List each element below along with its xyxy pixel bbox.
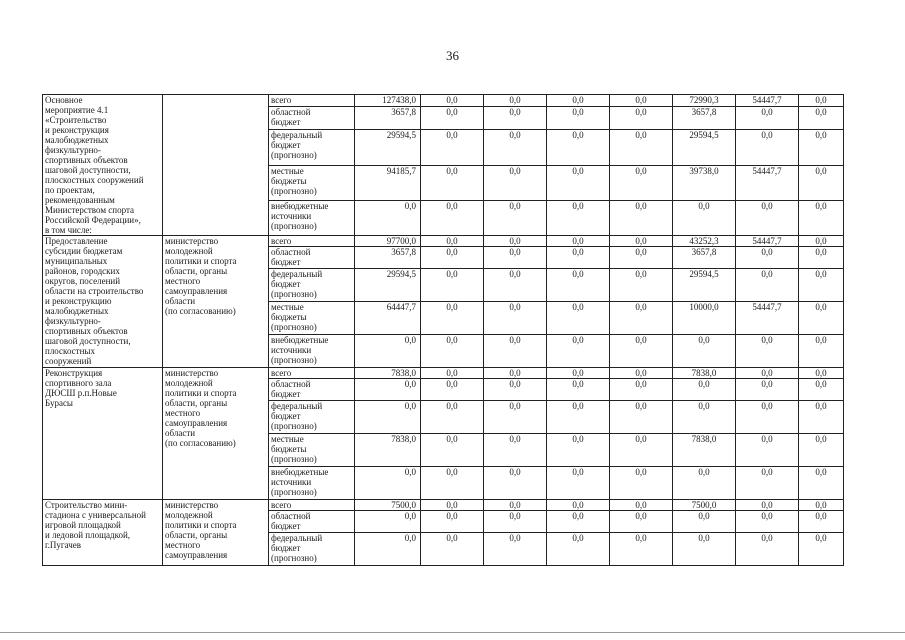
year-value-cell: 0,0 <box>484 236 547 247</box>
year-value-cell: 0,0 <box>610 200 673 235</box>
year-value-cell: 0,0 <box>736 335 799 368</box>
table-row <box>43 368 844 379</box>
total-value-cell: 94185,7 <box>355 165 421 200</box>
executor-cell <box>163 95 269 236</box>
year-value-cell: 0,0 <box>421 379 484 401</box>
funding-source-cell: федеральный бюджет (прогнозно) <box>269 130 355 165</box>
scan-edge-line <box>0 632 905 633</box>
year-value-cell: 54447,7 <box>736 95 799 107</box>
year-value-cell: 0,0 <box>610 401 673 434</box>
total-value-cell: 0,0 <box>355 533 421 566</box>
year-value-cell: 0,0 <box>799 106 844 130</box>
year-value-cell: 0,0 <box>547 533 610 566</box>
total-value-cell: 64447,7 <box>355 302 421 335</box>
year-value-cell: 0,0 <box>484 95 547 107</box>
budget-table <box>42 94 844 566</box>
total-value-cell: 97700,0 <box>355 236 421 247</box>
year-value-cell: 0,0 <box>799 511 844 533</box>
total-value-cell: 7500,0 <box>355 500 421 511</box>
funding-source-cell: всего <box>269 368 355 379</box>
year-value-cell: 0,0 <box>421 95 484 107</box>
year-value-cell: 0,0 <box>484 165 547 200</box>
total-value-cell: 0,0 <box>355 511 421 533</box>
page-number: 36 <box>446 48 459 63</box>
year-value-cell: 54447,7 <box>736 165 799 200</box>
year-value-cell: 0,0 <box>484 302 547 335</box>
total-value-cell: 0,0 <box>355 401 421 434</box>
total-value-cell: 0,0 <box>355 335 421 368</box>
year-value-cell: 0,0 <box>421 511 484 533</box>
year-value-cell: 0,0 <box>421 165 484 200</box>
year-value-cell: 0,0 <box>610 368 673 379</box>
year-value-cell: 0,0 <box>799 467 844 500</box>
year-value-cell: 0,0 <box>421 368 484 379</box>
funding-source-cell: областной бюджет <box>269 379 355 401</box>
year-value-cell: 0,0 <box>673 200 736 235</box>
year-value-cell: 0,0 <box>799 401 844 434</box>
year-value-cell: 10000,0 <box>673 302 736 335</box>
year-value-cell: 0,0 <box>484 106 547 130</box>
year-value-cell: 0,0 <box>421 335 484 368</box>
funding-source-cell: внебюджетные источники (прогнозно) <box>269 200 355 235</box>
executor-cell: министерство молодежной политики и спорта области, органы местного самоуправления области (по согласованию) <box>163 368 269 500</box>
year-value-cell: 0,0 <box>736 247 799 269</box>
year-value-cell: 0,0 <box>547 95 610 107</box>
funding-source-cell: федеральный бюджет (прогнозно) <box>269 269 355 302</box>
year-value-cell: 0,0 <box>610 533 673 566</box>
activity-name-cell: Основное мероприятие 4.1 «Строительство и реконструкция малобюджетных физкультурно- спортивных объектов шаговой доступности, плоскостных сооружений по проектам, рекомендованным Министерством спорта Российской Федерации», в том числе: <box>43 95 163 236</box>
year-value-cell: 0,0 <box>736 368 799 379</box>
year-value-cell: 0,0 <box>610 269 673 302</box>
year-value-cell: 0,0 <box>421 467 484 500</box>
year-value-cell: 0,0 <box>484 379 547 401</box>
year-value-cell: 0,0 <box>610 335 673 368</box>
year-value-cell: 0,0 <box>799 434 844 467</box>
year-value-cell: 0,0 <box>421 200 484 235</box>
year-value-cell: 0,0 <box>547 511 610 533</box>
year-value-cell: 0,0 <box>610 467 673 500</box>
year-value-cell: 0,0 <box>610 434 673 467</box>
year-value-cell: 29594,5 <box>673 269 736 302</box>
year-value-cell: 0,0 <box>610 95 673 107</box>
total-value-cell: 29594,5 <box>355 269 421 302</box>
year-value-cell: 0,0 <box>610 106 673 130</box>
year-value-cell: 0,0 <box>421 106 484 130</box>
executor-cell: министерство молодежной политики и спорта области, органы местного самоуправления области (по согласованию) <box>163 236 269 368</box>
year-value-cell: 0,0 <box>484 368 547 379</box>
year-value-cell: 0,0 <box>421 500 484 511</box>
year-value-cell: 0,0 <box>799 236 844 247</box>
year-value-cell: 0,0 <box>799 269 844 302</box>
year-value-cell: 7838,0 <box>673 434 736 467</box>
year-value-cell: 0,0 <box>736 401 799 434</box>
year-value-cell: 72990,3 <box>673 95 736 107</box>
year-value-cell: 0,0 <box>673 511 736 533</box>
year-value-cell: 0,0 <box>421 269 484 302</box>
year-value-cell: 0,0 <box>799 368 844 379</box>
year-value-cell: 0,0 <box>547 269 610 302</box>
year-value-cell: 0,0 <box>484 533 547 566</box>
year-value-cell: 0,0 <box>799 302 844 335</box>
year-value-cell: 0,0 <box>421 236 484 247</box>
funding-source-cell: местные бюджеты (прогнозно) <box>269 302 355 335</box>
year-value-cell: 0,0 <box>547 130 610 165</box>
year-value-cell: 0,0 <box>484 247 547 269</box>
year-value-cell: 39738,0 <box>673 165 736 200</box>
year-value-cell: 0,0 <box>547 106 610 130</box>
year-value-cell: 0,0 <box>421 130 484 165</box>
year-value-cell: 0,0 <box>799 379 844 401</box>
year-value-cell: 29594,5 <box>673 130 736 165</box>
activity-name-cell: Строительство мини- стадиона с универсальной игровой площадкой и ледовой площадкой, г.Пугачев <box>43 500 163 566</box>
funding-source-cell: местные бюджеты (прогнозно) <box>269 165 355 200</box>
total-value-cell: 0,0 <box>355 200 421 235</box>
funding-source-cell: всего <box>269 236 355 247</box>
year-value-cell: 0,0 <box>799 200 844 235</box>
year-value-cell: 0,0 <box>799 335 844 368</box>
funding-source-cell: внебюджетные источники (прогнозно) <box>269 467 355 500</box>
year-value-cell: 0,0 <box>610 379 673 401</box>
year-value-cell: 0,0 <box>736 379 799 401</box>
year-value-cell: 0,0 <box>736 467 799 500</box>
funding-source-cell: областной бюджет <box>269 247 355 269</box>
table-row <box>43 95 844 107</box>
year-value-cell: 0,0 <box>799 533 844 566</box>
year-value-cell: 7838,0 <box>673 368 736 379</box>
year-value-cell: 0,0 <box>547 302 610 335</box>
executor-cell: министерство молодежной политики и спорта области, органы местного самоуправления <box>163 500 269 566</box>
year-value-cell: 54447,7 <box>736 302 799 335</box>
year-value-cell: 0,0 <box>547 368 610 379</box>
year-value-cell: 0,0 <box>421 533 484 566</box>
year-value-cell: 0,0 <box>799 165 844 200</box>
year-value-cell: 0,0 <box>610 130 673 165</box>
year-value-cell: 0,0 <box>484 200 547 235</box>
year-value-cell: 0,0 <box>547 401 610 434</box>
year-value-cell: 0,0 <box>673 401 736 434</box>
year-value-cell: 0,0 <box>484 130 547 165</box>
year-value-cell: 0,0 <box>736 200 799 235</box>
funding-source-cell: внебюджетные источники (прогнозно) <box>269 335 355 368</box>
table-row <box>43 500 844 511</box>
year-value-cell: 0,0 <box>484 335 547 368</box>
year-value-cell: 0,0 <box>799 95 844 107</box>
year-value-cell: 0,0 <box>799 247 844 269</box>
funding-source-cell: местные бюджеты (прогнозно) <box>269 434 355 467</box>
year-value-cell: 0,0 <box>610 247 673 269</box>
year-value-cell: 0,0 <box>673 335 736 368</box>
year-value-cell: 0,0 <box>547 247 610 269</box>
year-value-cell: 3657,8 <box>673 106 736 130</box>
year-value-cell: 0,0 <box>484 500 547 511</box>
year-value-cell: 0,0 <box>547 236 610 247</box>
year-value-cell: 0,0 <box>736 511 799 533</box>
year-value-cell: 0,0 <box>736 434 799 467</box>
year-value-cell: 0,0 <box>547 379 610 401</box>
year-value-cell: 0,0 <box>484 511 547 533</box>
year-value-cell: 0,0 <box>421 434 484 467</box>
year-value-cell: 0,0 <box>799 130 844 165</box>
year-value-cell: 0,0 <box>736 533 799 566</box>
funding-source-cell: областной бюджет <box>269 106 355 130</box>
year-value-cell: 0,0 <box>547 500 610 511</box>
total-value-cell: 0,0 <box>355 379 421 401</box>
year-value-cell: 3657,8 <box>673 247 736 269</box>
year-value-cell: 0,0 <box>736 269 799 302</box>
year-value-cell: 0,0 <box>547 200 610 235</box>
year-value-cell: 0,0 <box>673 467 736 500</box>
year-value-cell: 0,0 <box>610 236 673 247</box>
total-value-cell: 7838,0 <box>355 434 421 467</box>
funding-source-cell: всего <box>269 500 355 511</box>
year-value-cell: 0,0 <box>484 401 547 434</box>
year-value-cell: 0,0 <box>610 500 673 511</box>
funding-source-cell: федеральный бюджет (прогнозно) <box>269 533 355 566</box>
year-value-cell: 0,0 <box>610 302 673 335</box>
year-value-cell: 0,0 <box>736 500 799 511</box>
year-value-cell: 0,0 <box>547 434 610 467</box>
year-value-cell: 0,0 <box>799 500 844 511</box>
funding-source-cell: федеральный бюджет (прогнозно) <box>269 401 355 434</box>
total-value-cell: 7838,0 <box>355 368 421 379</box>
year-value-cell: 0,0 <box>484 434 547 467</box>
year-value-cell: 0,0 <box>610 511 673 533</box>
funding-source-cell: всего <box>269 95 355 107</box>
activity-name-cell: Реконструкция спортивного зала ДЮСШ р.п.Новые Бурасы <box>43 368 163 500</box>
total-value-cell: 127438,0 <box>355 95 421 107</box>
year-value-cell: 0,0 <box>736 130 799 165</box>
activity-name-cell: Предоставление субсидии бюджетам муниципальных районов, городских округов, поселений области на строительство и реконструкцию малобюджетных физкультурно- спортивных объектов шаговой доступности, плоскостных сооружений <box>43 236 163 368</box>
year-value-cell: 0,0 <box>484 269 547 302</box>
year-value-cell: 0,0 <box>547 467 610 500</box>
year-value-cell: 0,0 <box>421 401 484 434</box>
total-value-cell: 3657,8 <box>355 106 421 130</box>
year-value-cell: 0,0 <box>421 302 484 335</box>
year-value-cell: 0,0 <box>547 165 610 200</box>
year-value-cell: 43252,3 <box>673 236 736 247</box>
table-row <box>43 236 844 247</box>
total-value-cell: 3657,8 <box>355 247 421 269</box>
year-value-cell: 0,0 <box>547 335 610 368</box>
year-value-cell: 54447,7 <box>736 236 799 247</box>
year-value-cell: 0,0 <box>673 379 736 401</box>
year-value-cell: 0,0 <box>736 106 799 130</box>
funding-source-cell: областной бюджет <box>269 511 355 533</box>
total-value-cell: 0,0 <box>355 467 421 500</box>
year-value-cell: 0,0 <box>421 247 484 269</box>
year-value-cell: 0,0 <box>484 467 547 500</box>
year-value-cell: 7500,0 <box>673 500 736 511</box>
total-value-cell: 29594,5 <box>355 130 421 165</box>
year-value-cell: 0,0 <box>610 165 673 200</box>
year-value-cell: 0,0 <box>673 533 736 566</box>
